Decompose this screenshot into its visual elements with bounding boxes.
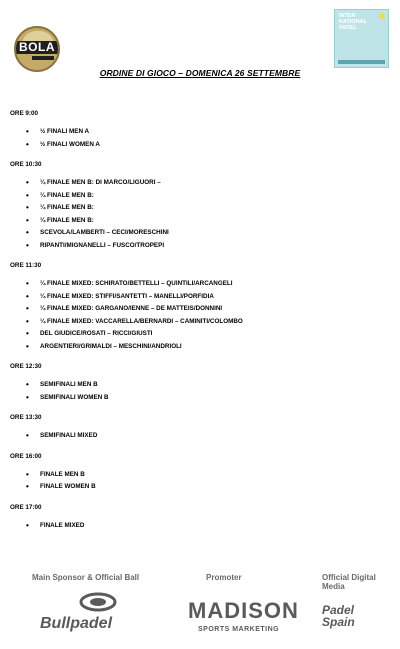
list-item: • ¼ FINALE MEN B:: [10, 202, 390, 215]
bola-logo: [14, 26, 60, 72]
list-item: • ¼ FINALE MEN B:: [10, 190, 390, 203]
time-slot-heading: ORE 10:30: [10, 161, 42, 168]
tournament-logo-dot: [379, 13, 385, 19]
time-slot-heading: ORE 11:30: [10, 262, 42, 269]
time-slot-heading: ORE 9:00: [10, 110, 38, 117]
list-item: • ARGENTIERI/GRIMALDI – MESCHINI/ANDRIOLI: [10, 341, 390, 354]
tournament-logo-footer: [338, 60, 385, 64]
bullpadel-logo: Bullpadel: [40, 615, 113, 632]
time-slot-heading: ORE 12:30: [10, 363, 42, 370]
list-item: • SEMIFINALI WOMEN B: [10, 392, 390, 405]
list-item: • ¼ FINALE MIXED: STIFFI/SANTETTI – MANELLI/PORFIDIA: [10, 291, 390, 304]
list-item: • DEL GIUDICE/ROSATI – RICCI/GIUSTI: [10, 328, 390, 341]
match-list: [10, 469, 390, 494]
padel-spain-logo: Padel Spain: [322, 603, 355, 629]
match-list: [10, 278, 390, 353]
main-sponsor-label: Main Sponsor & Official Ball: [32, 573, 140, 582]
tournament-logo-text: INTER NATIONAL PADEL: [339, 13, 368, 31]
list-item: • SEMIFINALI MIXED: [10, 430, 390, 443]
list-item: • ¼ FINALE MEN B:: [10, 215, 390, 228]
match-list: [10, 177, 390, 252]
list-item: • SCEVOLA/LAMBERTI – CECI/MORESCHINI: [10, 227, 390, 240]
list-item: • ¼ FINALE MEN B: DI MARCO/LIGUORI –: [10, 177, 390, 190]
sponsor-footer: [0, 570, 400, 645]
match-list: [10, 379, 390, 404]
list-item: • FINALE WOMEN B: [10, 481, 390, 494]
tournament-logo: [334, 9, 389, 68]
list-item: • ¼ FINALE MIXED: GARGANO/IENNE – DE MATTEIS/DONNINI: [10, 303, 390, 316]
match-list: [10, 520, 390, 533]
list-item: • SEMIFINALI MEN B: [10, 379, 390, 392]
bola-logo-word: BOLA: [16, 41, 58, 54]
promoter-label: Promoter: [206, 573, 242, 582]
digital-media-label: Official Digital Media: [322, 573, 376, 591]
bullpadel-icon: [78, 592, 118, 612]
list-item: • ¼ FINALE MIXED: SCHIRATO/BETTELLI – QUINTILI/ARCANGELI: [10, 278, 390, 291]
bola-logo-bar: [32, 56, 54, 60]
list-item: • ½ FINALI WOMEN A: [10, 139, 390, 152]
time-slot-heading: ORE 16:00: [10, 452, 42, 460]
time-slot-heading: ORE 17:00: [10, 503, 42, 511]
list-item: • FINALE MEN B: [10, 469, 390, 482]
list-item: • ¼ FINALE MIXED: VACCARELLA/BERNARDI – CAMINITI/COLOMBO: [10, 316, 390, 329]
page-title: ORDINE DI GIOCO – DOMENICA 26 SETTEMBRE: [99, 68, 301, 78]
list-item: • RIPANTI/MIGNANELLI – FUSCO/TROPEPI: [10, 240, 390, 253]
list-item: • ½ FINALI MEN A: [10, 126, 390, 139]
time-slot-heading: ORE 13:30: [10, 414, 42, 421]
match-list: [10, 430, 390, 443]
madison-logo: MADISON: [188, 598, 299, 623]
schedule: [10, 108, 390, 540]
madison-subtitle: SPORTS MARKETING: [198, 626, 280, 633]
list-item: • FINALE MIXED: [10, 520, 390, 533]
match-list: [10, 126, 390, 151]
